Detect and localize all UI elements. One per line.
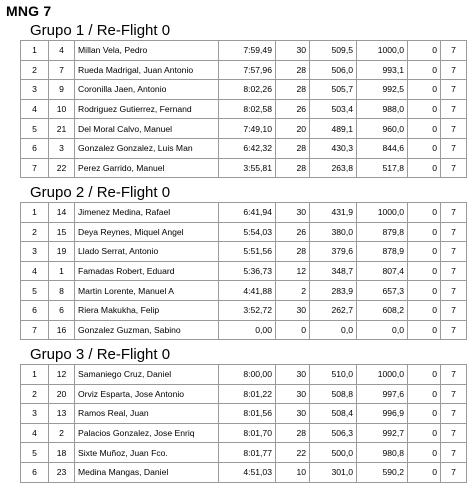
- raw-score-cell: 262,7: [310, 300, 357, 320]
- penalty-cell: 0: [408, 300, 441, 320]
- landing-points-cell: 28: [276, 158, 310, 178]
- raw-score-cell: 509,5: [310, 41, 357, 61]
- landing-points-cell: 26: [276, 99, 310, 119]
- normalized-score-cell: 1000,0: [357, 41, 408, 61]
- position-cell: 2: [21, 222, 49, 242]
- penalty-cell: 0: [408, 423, 441, 443]
- pilot-number-cell: 8: [49, 281, 75, 301]
- position-cell: 5: [21, 281, 49, 301]
- penalty-cell: 0: [408, 384, 441, 404]
- landing-points-cell: 22: [276, 443, 310, 463]
- pilot-number-cell: 12: [49, 365, 75, 385]
- penalty-cell: 0: [408, 99, 441, 119]
- flight-time-cell: 7:57,96: [219, 60, 276, 80]
- raw-score-cell: 263,8: [310, 158, 357, 178]
- position-cell: 1: [21, 203, 49, 223]
- position-cell: 3: [21, 404, 49, 424]
- pilot-number-cell: 3: [49, 138, 75, 158]
- pilot-number-cell: 19: [49, 242, 75, 262]
- reflight-cell: 7: [441, 222, 467, 242]
- pilot-number-cell: 2: [49, 423, 75, 443]
- reflight-cell: 7: [441, 261, 467, 281]
- position-cell: 7: [21, 158, 49, 178]
- pilot-name-cell: Deya Reynes, Miquel Angel: [75, 222, 219, 242]
- landing-points-cell: 26: [276, 222, 310, 242]
- reflight-cell: 7: [441, 443, 467, 463]
- flight-time-cell: 4:51,03: [219, 462, 276, 482]
- flight-time-cell: 4:41,88: [219, 281, 276, 301]
- raw-score-cell: 505,7: [310, 80, 357, 100]
- penalty-cell: 0: [408, 365, 441, 385]
- raw-score-cell: 380,0: [310, 222, 357, 242]
- flight-time-cell: 8:02,58: [219, 99, 276, 119]
- document-title: MNG 7: [6, 3, 52, 19]
- raw-score-cell: 379,6: [310, 242, 357, 262]
- group-3: [20, 346, 466, 483]
- raw-score-cell: 348,7: [310, 261, 357, 281]
- pilot-name-cell: Samaniego Cruz, Daniel: [75, 365, 219, 385]
- penalty-cell: 0: [408, 404, 441, 424]
- pilot-number-cell: 7: [49, 60, 75, 80]
- table-row: [21, 80, 467, 100]
- pilot-number-cell: 21: [49, 119, 75, 139]
- table-row: [21, 41, 467, 61]
- pilot-name-cell: Millan Vela, Pedro: [75, 41, 219, 61]
- reflight-cell: 7: [441, 242, 467, 262]
- landing-points-cell: 12: [276, 261, 310, 281]
- penalty-cell: 0: [408, 119, 441, 139]
- normalized-score-cell: 879,8: [357, 222, 408, 242]
- pilot-name-cell: Gonzalez Gonzalez, Luis Man: [75, 138, 219, 158]
- position-cell: 5: [21, 119, 49, 139]
- landing-points-cell: 28: [276, 138, 310, 158]
- reflight-cell: 7: [441, 158, 467, 178]
- pilot-number-cell: 9: [49, 80, 75, 100]
- normalized-score-cell: 1000,0: [357, 365, 408, 385]
- raw-score-cell: 489,1: [310, 119, 357, 139]
- pilot-name-cell: Rueda Madrigal, Juan Antonio: [75, 60, 219, 80]
- pilot-name-cell: Llado Serrat, Antonio: [75, 242, 219, 262]
- normalized-score-cell: 992,5: [357, 80, 408, 100]
- position-cell: 6: [21, 138, 49, 158]
- reflight-cell: 7: [441, 423, 467, 443]
- reflight-cell: 7: [441, 203, 467, 223]
- pilot-name-cell: Famadas Robert, Eduard: [75, 261, 219, 281]
- raw-score-cell: 500,0: [310, 443, 357, 463]
- landing-points-cell: 30: [276, 203, 310, 223]
- penalty-cell: 0: [408, 261, 441, 281]
- pilot-number-cell: 23: [49, 462, 75, 482]
- position-cell: 1: [21, 365, 49, 385]
- raw-score-cell: 431,9: [310, 203, 357, 223]
- pilot-number-cell: 16: [49, 320, 75, 340]
- flight-time-cell: 7:59,49: [219, 41, 276, 61]
- pilot-number-cell: 6: [49, 300, 75, 320]
- results-table: [20, 364, 467, 483]
- landing-points-cell: 30: [276, 41, 310, 61]
- table-row: [21, 281, 467, 301]
- penalty-cell: 0: [408, 320, 441, 340]
- pilot-name-cell: Perez Garrido, Manuel: [75, 158, 219, 178]
- results-table: [20, 40, 467, 178]
- reflight-cell: 7: [441, 365, 467, 385]
- reflight-cell: 7: [441, 320, 467, 340]
- reflight-cell: 7: [441, 99, 467, 119]
- reflight-cell: 7: [441, 462, 467, 482]
- penalty-cell: 0: [408, 462, 441, 482]
- landing-points-cell: 20: [276, 119, 310, 139]
- normalized-score-cell: 997,6: [357, 384, 408, 404]
- penalty-cell: 0: [408, 60, 441, 80]
- pilot-number-cell: 13: [49, 404, 75, 424]
- position-cell: 2: [21, 60, 49, 80]
- position-cell: 3: [21, 242, 49, 262]
- penalty-cell: 0: [408, 158, 441, 178]
- group-1: [20, 22, 466, 178]
- position-cell: 6: [21, 300, 49, 320]
- penalty-cell: 0: [408, 138, 441, 158]
- flight-time-cell: 0,00: [219, 320, 276, 340]
- position-cell: 4: [21, 99, 49, 119]
- position-cell: 5: [21, 443, 49, 463]
- position-cell: 6: [21, 462, 49, 482]
- group-title: Grupo 3 / Re-Flight 0: [30, 346, 171, 363]
- pilot-name-cell: Ramos Real, Juan: [75, 404, 219, 424]
- flight-time-cell: 3:55,81: [219, 158, 276, 178]
- landing-points-cell: 28: [276, 242, 310, 262]
- flight-time-cell: 8:02,26: [219, 80, 276, 100]
- raw-score-cell: 503,4: [310, 99, 357, 119]
- pilot-number-cell: 14: [49, 203, 75, 223]
- reflight-cell: 7: [441, 138, 467, 158]
- table-row: [21, 443, 467, 463]
- table-row: [21, 462, 467, 482]
- position-cell: 7: [21, 320, 49, 340]
- normalized-score-cell: 988,0: [357, 99, 408, 119]
- normalized-score-cell: 517,8: [357, 158, 408, 178]
- position-cell: 2: [21, 384, 49, 404]
- raw-score-cell: 506,3: [310, 423, 357, 443]
- results-table: [20, 202, 467, 340]
- raw-score-cell: 0,0: [310, 320, 357, 340]
- table-row: [21, 99, 467, 119]
- normalized-score-cell: 590,2: [357, 462, 408, 482]
- landing-points-cell: 0: [276, 320, 310, 340]
- penalty-cell: 0: [408, 203, 441, 223]
- table-row: [21, 423, 467, 443]
- landing-points-cell: 30: [276, 365, 310, 385]
- pilot-name-cell: Del Moral Calvo, Manuel: [75, 119, 219, 139]
- normalized-score-cell: 1000,0: [357, 203, 408, 223]
- raw-score-cell: 430,3: [310, 138, 357, 158]
- table-row: [21, 242, 467, 262]
- pilot-number-cell: 10: [49, 99, 75, 119]
- landing-points-cell: 28: [276, 60, 310, 80]
- pilot-name-cell: Jimenez Medina, Rafael: [75, 203, 219, 223]
- pilot-number-cell: 15: [49, 222, 75, 242]
- flight-time-cell: 8:01,77: [219, 443, 276, 463]
- flight-time-cell: 5:51,56: [219, 242, 276, 262]
- reflight-cell: 7: [441, 119, 467, 139]
- raw-score-cell: 506,0: [310, 60, 357, 80]
- normalized-score-cell: 807,4: [357, 261, 408, 281]
- pilot-number-cell: 20: [49, 384, 75, 404]
- landing-points-cell: 28: [276, 80, 310, 100]
- flight-time-cell: 5:36,73: [219, 261, 276, 281]
- flight-time-cell: 5:54,03: [219, 222, 276, 242]
- raw-score-cell: 510,0: [310, 365, 357, 385]
- penalty-cell: 0: [408, 443, 441, 463]
- raw-score-cell: 283,9: [310, 281, 357, 301]
- reflight-cell: 7: [441, 384, 467, 404]
- table-row: [21, 300, 467, 320]
- pilot-number-cell: 18: [49, 443, 75, 463]
- normalized-score-cell: 657,3: [357, 281, 408, 301]
- flight-time-cell: 6:42,32: [219, 138, 276, 158]
- position-cell: 1: [21, 41, 49, 61]
- reflight-cell: 7: [441, 41, 467, 61]
- penalty-cell: 0: [408, 222, 441, 242]
- normalized-score-cell: 878,9: [357, 242, 408, 262]
- normalized-score-cell: 608,2: [357, 300, 408, 320]
- normalized-score-cell: 996,9: [357, 404, 408, 424]
- flight-time-cell: 3:52,72: [219, 300, 276, 320]
- raw-score-cell: 508,4: [310, 404, 357, 424]
- normalized-score-cell: 992,7: [357, 423, 408, 443]
- pilot-name-cell: Orviz Esparta, Jose Antonio: [75, 384, 219, 404]
- pilot-name-cell: Martin Lorente, Manuel A: [75, 281, 219, 301]
- pilot-name-cell: Coronilla Jaen, Antonio: [75, 80, 219, 100]
- group-2: [20, 184, 466, 340]
- normalized-score-cell: 993,1: [357, 60, 408, 80]
- pilot-name-cell: Riera Makukha, Felip: [75, 300, 219, 320]
- penalty-cell: 0: [408, 281, 441, 301]
- pilot-number-cell: 22: [49, 158, 75, 178]
- pilot-name-cell: Gonzalez Guzman, Sabino: [75, 320, 219, 340]
- table-row: [21, 261, 467, 281]
- pilot-name-cell: Medina Mangas, Daniel: [75, 462, 219, 482]
- flight-time-cell: 6:41,94: [219, 203, 276, 223]
- group-title: Grupo 2 / Re-Flight 0: [30, 184, 171, 201]
- flight-time-cell: 8:01,56: [219, 404, 276, 424]
- normalized-score-cell: 0,0: [357, 320, 408, 340]
- position-cell: 4: [21, 261, 49, 281]
- table-row: [21, 222, 467, 242]
- flight-time-cell: 8:01,22: [219, 384, 276, 404]
- table-row: [21, 119, 467, 139]
- raw-score-cell: 508,8: [310, 384, 357, 404]
- position-cell: 4: [21, 423, 49, 443]
- landing-points-cell: 30: [276, 384, 310, 404]
- landing-points-cell: 30: [276, 300, 310, 320]
- reflight-cell: 7: [441, 300, 467, 320]
- flight-time-cell: 8:01,70: [219, 423, 276, 443]
- penalty-cell: 0: [408, 242, 441, 262]
- group-title: Grupo 1 / Re-Flight 0: [30, 22, 171, 39]
- table-row: [21, 404, 467, 424]
- reflight-cell: 7: [441, 60, 467, 80]
- landing-points-cell: 10: [276, 462, 310, 482]
- pilot-name-cell: Palacios Gonzalez, Jose Enriq: [75, 423, 219, 443]
- landing-points-cell: 30: [276, 404, 310, 424]
- normalized-score-cell: 844,6: [357, 138, 408, 158]
- pilot-number-cell: 1: [49, 261, 75, 281]
- table-row: [21, 320, 467, 340]
- pilot-name-cell: Sixte Muñoz, Juan Fco.: [75, 443, 219, 463]
- pilot-number-cell: 4: [49, 41, 75, 61]
- flight-time-cell: 8:00,00: [219, 365, 276, 385]
- landing-points-cell: 2: [276, 281, 310, 301]
- pilot-name-cell: Rodriguez Gutierrez, Fernand: [75, 99, 219, 119]
- reflight-cell: 7: [441, 80, 467, 100]
- table-row: [21, 60, 467, 80]
- normalized-score-cell: 980,8: [357, 443, 408, 463]
- penalty-cell: 0: [408, 41, 441, 61]
- table-row: [21, 384, 467, 404]
- table-row: [21, 138, 467, 158]
- flight-time-cell: 7:49,10: [219, 119, 276, 139]
- penalty-cell: 0: [408, 80, 441, 100]
- reflight-cell: 7: [441, 404, 467, 424]
- table-row: [21, 158, 467, 178]
- raw-score-cell: 301,0: [310, 462, 357, 482]
- table-row: [21, 203, 467, 223]
- reflight-cell: 7: [441, 281, 467, 301]
- normalized-score-cell: 960,0: [357, 119, 408, 139]
- landing-points-cell: 28: [276, 423, 310, 443]
- position-cell: 3: [21, 80, 49, 100]
- table-row: [21, 365, 467, 385]
